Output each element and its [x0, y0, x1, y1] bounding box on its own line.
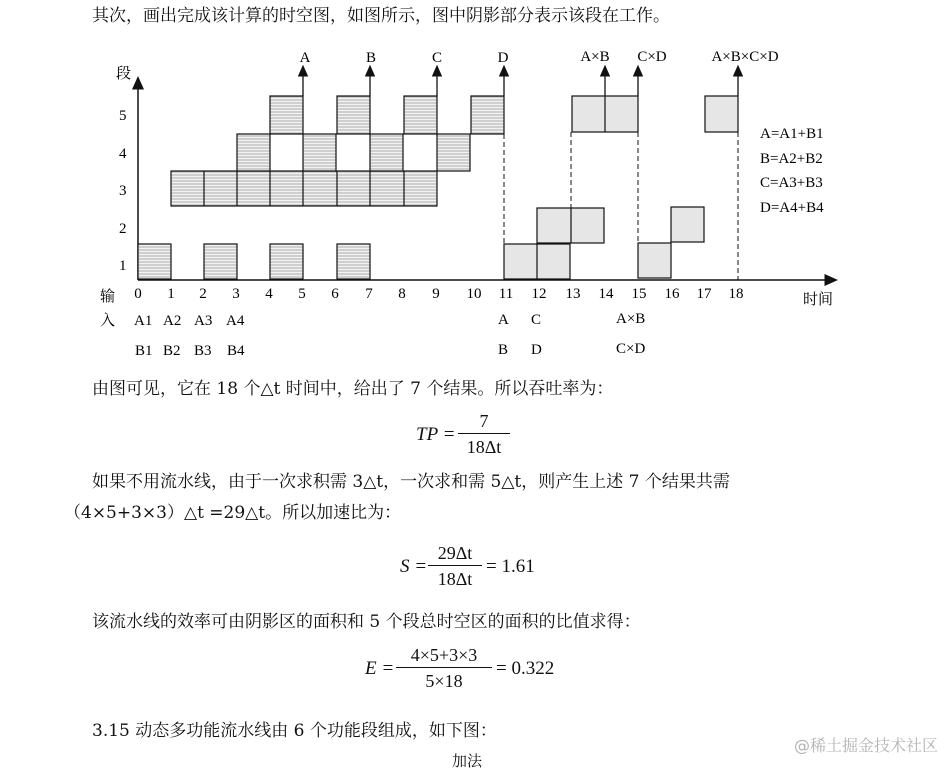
- tick-12: 12: [531, 286, 547, 302]
- x-axis-title: 时间: [803, 290, 834, 308]
- tp-denominator: 18Δt: [466, 437, 502, 457]
- stage-label-2: 2: [119, 221, 127, 237]
- input-a3: A3: [194, 313, 213, 329]
- block: [138, 244, 171, 279]
- caption-addition: 加法: [452, 752, 483, 770]
- paragraph-efficiency: 该流水线的效率可由阴影区的面积和 5 个段总时空区的面积的比值求得：: [92, 612, 641, 632]
- mid-input-d: D: [531, 342, 542, 358]
- tick-15: 15: [631, 286, 647, 302]
- block: [337, 244, 370, 279]
- tp-lhs: TP =: [416, 424, 456, 445]
- hatched-blocks: [138, 96, 504, 279]
- grey-blocks: [504, 96, 738, 279]
- block: [671, 207, 704, 242]
- tick-0: 0: [134, 286, 142, 302]
- tick-17: 17: [696, 286, 712, 302]
- block: [471, 96, 504, 134]
- s-denominator: 18Δt: [437, 569, 473, 589]
- s-numerator: 29Δt: [437, 543, 473, 563]
- e-fraction: [396, 644, 492, 692]
- input-b4: B4: [227, 343, 245, 359]
- legend-b: B=A2+B2: [760, 151, 823, 167]
- input-b2: B2: [163, 343, 181, 359]
- output-label-b: B: [365, 50, 377, 66]
- legend: [760, 126, 824, 216]
- mid-input-axb: A×B: [616, 311, 646, 327]
- input-a4: A4: [226, 313, 245, 329]
- tick-4: 4: [265, 286, 273, 302]
- tick-10: 10: [466, 286, 482, 302]
- stage-label-5: 5: [119, 108, 127, 124]
- tick-7: 7: [365, 286, 373, 302]
- watermark: @稀土掘金技术社区: [793, 736, 938, 755]
- mid-input-a: A: [498, 312, 509, 328]
- tp-fraction: [458, 410, 510, 458]
- mid-input-b: B: [498, 342, 509, 358]
- tick-3: 3: [232, 286, 240, 302]
- time-ticks: [134, 286, 743, 302]
- tick-18: 18: [728, 286, 744, 302]
- mid-input-cxd: C×D: [616, 341, 646, 357]
- output-label-c: C: [431, 50, 443, 66]
- paragraph-throughput: 由图可见，它在 18 个△t 时间中，给出了 7 个结果。所以吞吐率为：: [92, 379, 614, 399]
- tick-2: 2: [199, 286, 207, 302]
- tp-numerator: 7: [479, 411, 489, 431]
- s-lhs: S =: [400, 556, 428, 577]
- block: [204, 244, 237, 279]
- block: [705, 96, 738, 132]
- output-label-final: A×B×C×D: [711, 49, 779, 65]
- stage-label-3: 3: [119, 183, 127, 199]
- e-lhs: E =: [365, 658, 395, 679]
- block: [237, 134, 270, 171]
- input-label-1: 输: [100, 287, 116, 305]
- tick-11: 11: [498, 286, 514, 302]
- tick-14: 14: [598, 286, 614, 302]
- input-label-2: 入: [100, 311, 116, 329]
- s-result: = 1.61: [486, 556, 535, 577]
- tick-8: 8: [398, 286, 406, 302]
- output-label-axb: A×B: [580, 49, 610, 65]
- block: [437, 134, 470, 171]
- space-time-diagram: [0, 30, 952, 400]
- input-b1: B1: [135, 343, 153, 359]
- paragraph-nonpipeline: 如果不用流水线，由于一次求积需 3△t，一次求和需 5△t，则产生上述 7 个结果共需: [92, 472, 730, 492]
- block: [404, 96, 437, 134]
- block: [270, 244, 303, 279]
- section-3-15: 3.15 动态多功能流水线由 6 个功能段组成，如下图：: [92, 721, 497, 741]
- intro-paragraph: 其次，画出完成该计算的时空图，如图所示，图中阴影部分表示该段在工作。: [92, 6, 670, 26]
- stage-label-4: 4: [119, 146, 127, 162]
- output-label-d: D: [497, 50, 509, 66]
- s-fraction: [428, 542, 482, 590]
- block: [303, 134, 336, 171]
- input-a1: A1: [134, 313, 153, 329]
- block: [270, 96, 303, 134]
- e-result: = 0.322: [496, 658, 555, 679]
- e-denominator: 5×18: [425, 671, 463, 691]
- legend-d: D=A4+B4: [760, 200, 824, 216]
- tick-1: 1: [167, 286, 175, 302]
- y-axis-title: 段: [116, 64, 132, 82]
- tick-6: 6: [331, 286, 339, 302]
- output-label-a: A: [299, 50, 311, 66]
- e-numerator: 4×5+3×3: [410, 645, 478, 665]
- input-a2: A2: [163, 313, 182, 329]
- output-label-cxd: C×D: [637, 49, 667, 65]
- legend-a: A=A1+B1: [760, 126, 824, 142]
- block: [638, 243, 671, 278]
- paragraph-speedup: （4×5+3×3）△t =29△t。所以加速比为：: [64, 503, 402, 523]
- tick-13: 13: [565, 286, 581, 302]
- stage-label-1: 1: [119, 258, 127, 274]
- block: [370, 134, 403, 171]
- legend-c: C=A3+B3: [760, 175, 823, 191]
- input-b3: B3: [194, 343, 212, 359]
- mid-input-c: C: [531, 312, 542, 328]
- block: [337, 96, 370, 134]
- tick-5: 5: [298, 286, 306, 302]
- tick-9: 9: [432, 286, 440, 302]
- block: [171, 171, 437, 206]
- tick-16: 16: [664, 286, 680, 302]
